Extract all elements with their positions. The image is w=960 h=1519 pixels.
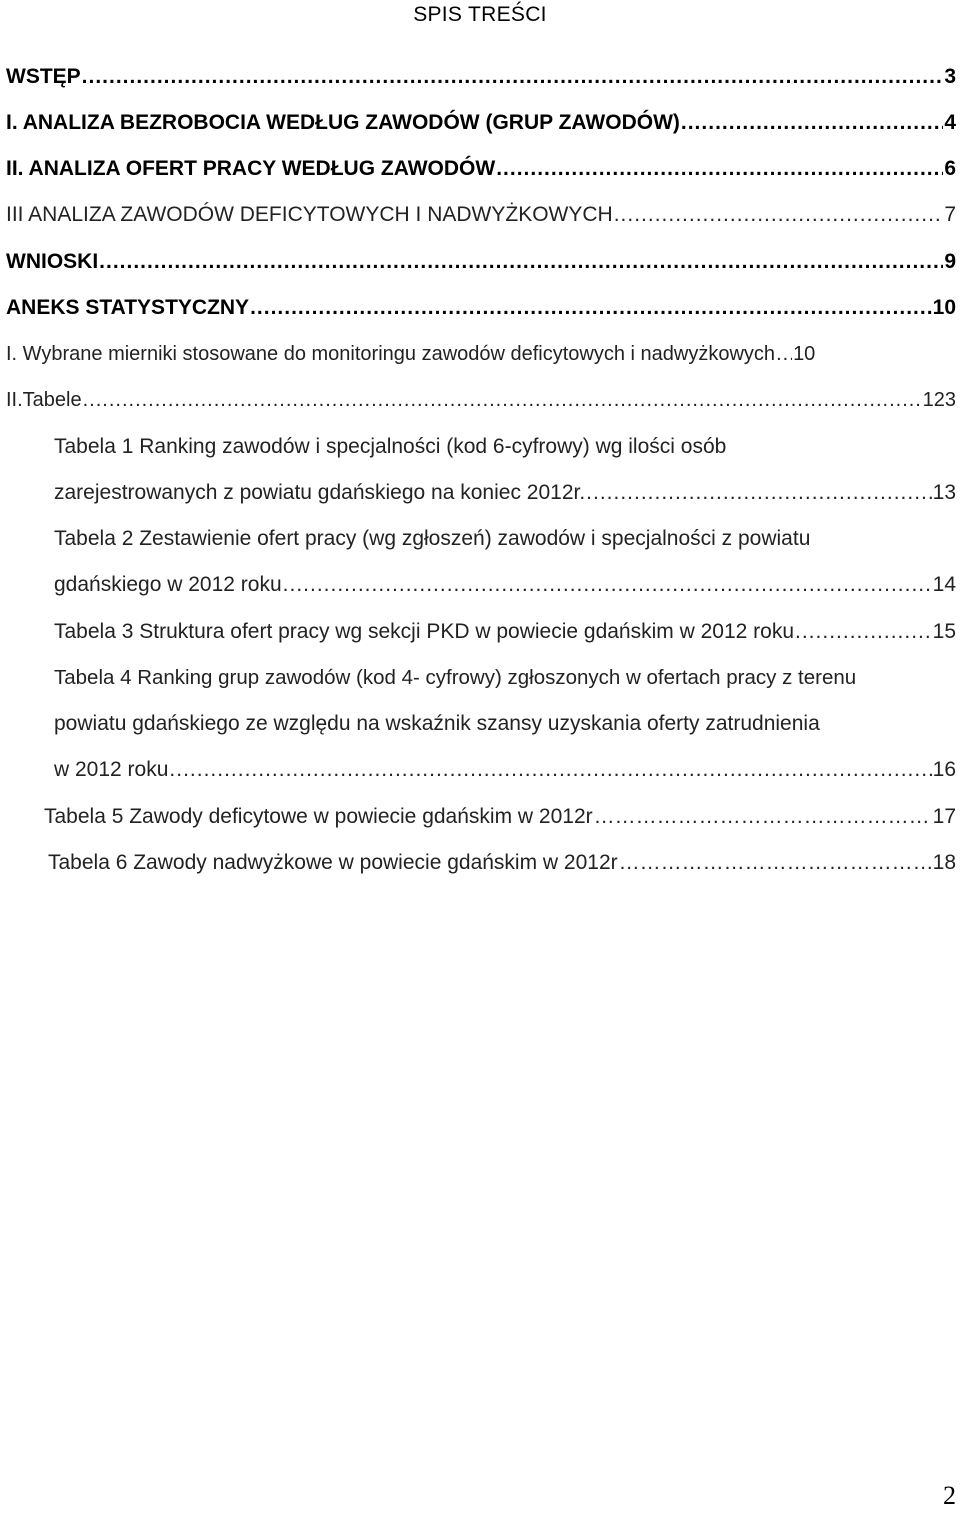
- toc-entry-page: 7: [944, 203, 956, 226]
- dot-leader: [283, 571, 932, 599]
- dot-leader: [795, 618, 932, 646]
- dot-leader: [82, 63, 944, 91]
- dot-leader: [169, 756, 931, 784]
- toc-entry-tabela-2-line1[interactable]: Tabela 2 Zestawienie ofert pracy (wg zgłoszeń) zawodów i specjalności z powiatu: [54, 527, 811, 550]
- toc-entry-label: Tabela 3 Struktura ofert pracy wg sekcji PKD w powiecie gdańskim w 2012 roku: [54, 620, 795, 643]
- toc-entry-tabele[interactable]: [6, 386, 956, 414]
- toc-entry-label: ANEKS STATYSTYCZNY: [6, 296, 250, 319]
- toc-entry-page: 10: [932, 296, 956, 319]
- page-title: SPIS TREŚCI: [413, 3, 547, 26]
- toc-entry-tabela-1[interactable]: [54, 479, 956, 507]
- toc-entry-wybrane-mierniki[interactable]: [6, 340, 960, 368]
- toc-entry-page: 14: [932, 573, 956, 596]
- toc-entry-page: 13: [932, 481, 956, 504]
- toc-entry-label: I. Wybrane mierniki stosowane do monitoringu zawodów deficytowych i nadwyżkowych: [6, 343, 776, 365]
- toc-entry-tabela-5[interactable]: [44, 803, 956, 831]
- toc-entry-page: 4: [944, 111, 956, 134]
- dot-leader: [99, 248, 943, 276]
- toc-entry-page: 10: [793, 343, 816, 365]
- toc-entry-wnioski[interactable]: [6, 248, 956, 276]
- toc-entry-page: 9: [944, 250, 956, 273]
- toc-entry-label: Tabela 6 Zawody nadwyżkowe w powiecie gdańskim w 2012r: [48, 851, 618, 874]
- toc-entry-label: II. ANALIZA OFERT PRACY WEDŁUG ZAWODÓW: [6, 157, 496, 180]
- toc-entry-analiza-bezrobocia[interactable]: [6, 109, 956, 137]
- toc-entry-aneks[interactable]: [6, 294, 956, 322]
- toc-entry-label: III ANALIZA ZAWODÓW DEFICYTOWYCH I NADWYŻKOWYCH: [6, 203, 613, 226]
- toc-entry-analiza-ofert[interactable]: [6, 155, 956, 183]
- toc-entry-tabela-6[interactable]: [48, 849, 956, 877]
- dot-leader: [83, 386, 922, 414]
- toc-entry-analiza-zawodow[interactable]: [6, 201, 956, 229]
- dot-leader: [619, 849, 932, 877]
- toc-entry-tabela-1-line1[interactable]: Tabela 1 Ranking zawodów i specjalności (kod 6-cyfrowy) wg ilości osób: [54, 435, 727, 458]
- toc-entry-wstep[interactable]: [6, 63, 956, 91]
- toc-entry-label: I. ANALIZA BEZROBOCIA WEDŁUG ZAWODÓW (GRUP ZAWODÓW): [6, 111, 680, 134]
- dot-leader: [594, 803, 932, 831]
- toc-entry-page: 123: [922, 389, 956, 411]
- toc-entry-tabela-4-line1[interactable]: Tabela 4 Ranking grup zawodów (kod 4- cyfrowy) zgłoszonych w ofertach pracy z terenu: [54, 666, 857, 689]
- toc-entry-page: 15: [932, 620, 956, 643]
- toc-entry-page: 17: [932, 805, 956, 828]
- toc-entry-label: WSTĘP: [6, 65, 81, 88]
- toc-entry-label: w 2012 roku: [54, 758, 169, 781]
- toc-entry-page: 6: [944, 157, 956, 180]
- toc-entry-label: Tabela 5 Zawody deficytowe w powiecie gdańskim w 2012r: [44, 805, 593, 828]
- toc-entry-label: gdańskiego w 2012 roku: [54, 573, 282, 596]
- dot-leader: [250, 294, 932, 322]
- dot-leader: [681, 109, 943, 137]
- toc-entry-label: zarejestrowanych z powiatu gdańskiego na koniec 2012r.: [54, 481, 586, 504]
- dot-leader: [586, 479, 931, 507]
- toc-entry-tabela-4[interactable]: [54, 756, 956, 784]
- toc-entry-label: WNIOSKI: [6, 250, 99, 273]
- toc-entry-tabela-2[interactable]: [54, 571, 956, 599]
- toc-entry-label: II.Tabele: [6, 389, 82, 411]
- dot-leader: [496, 155, 943, 183]
- dot-leader: [614, 201, 944, 229]
- toc-entry-page: 18: [932, 851, 956, 874]
- toc-entry-page: 16: [932, 758, 956, 781]
- toc-entry-tabela-3[interactable]: [54, 618, 956, 646]
- dot-leader: [776, 340, 792, 368]
- toc-entry-page: 3: [944, 65, 956, 88]
- toc-entry-tabela-4-line2[interactable]: powiatu gdańskiego ze względu na wskaźnik szansy uzyskania oferty zatrudnienia: [54, 712, 820, 735]
- footer-page-number: 2: [943, 1481, 956, 1510]
